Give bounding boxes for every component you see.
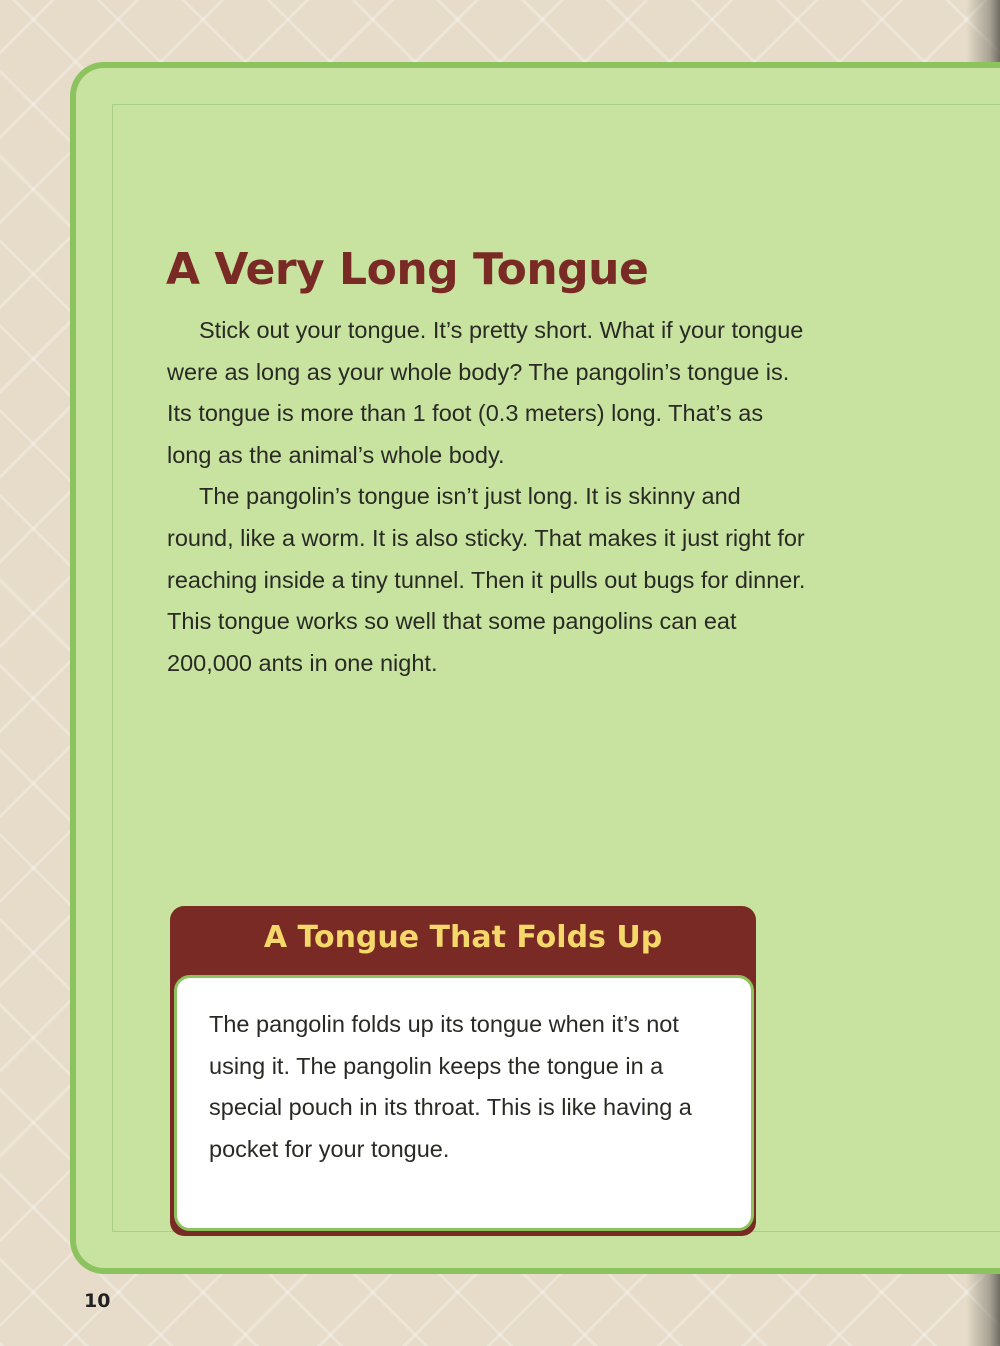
sidebar-text: The pangolin folds up its tongue when it’s not using it. The pangolin keeps the tongue in a special pouch in its throat. This is like having a pocket for your tongue. — [209, 1011, 692, 1162]
page-number: 10 — [84, 1290, 111, 1312]
paragraph-2: The pangolin’s tongue isn’t just long. It is skinny and round, like a worm. It is also sticky. That makes it just right for reaching inside a tiny tunnel. Then it pulls out bugs for dinner. This tongue works so well that some pangolins can eat 200,000 ants in one night. — [167, 483, 806, 676]
sidebar-title: A Tongue That Folds Up — [263, 920, 663, 955]
paragraph-1: Stick out your tongue. It’s pretty short. What if your tongue were as long as your whole body? The pangolin’s tongue is. Its tongue is more than 1 foot (0.3 meters) long. That’s as long as the animal’s whole body. — [167, 317, 804, 468]
body-text — [167, 310, 807, 684]
sidebar-content — [174, 975, 754, 1231]
sidebar-box — [170, 906, 756, 1236]
page-title: A Very Long Tongue — [166, 244, 649, 295]
